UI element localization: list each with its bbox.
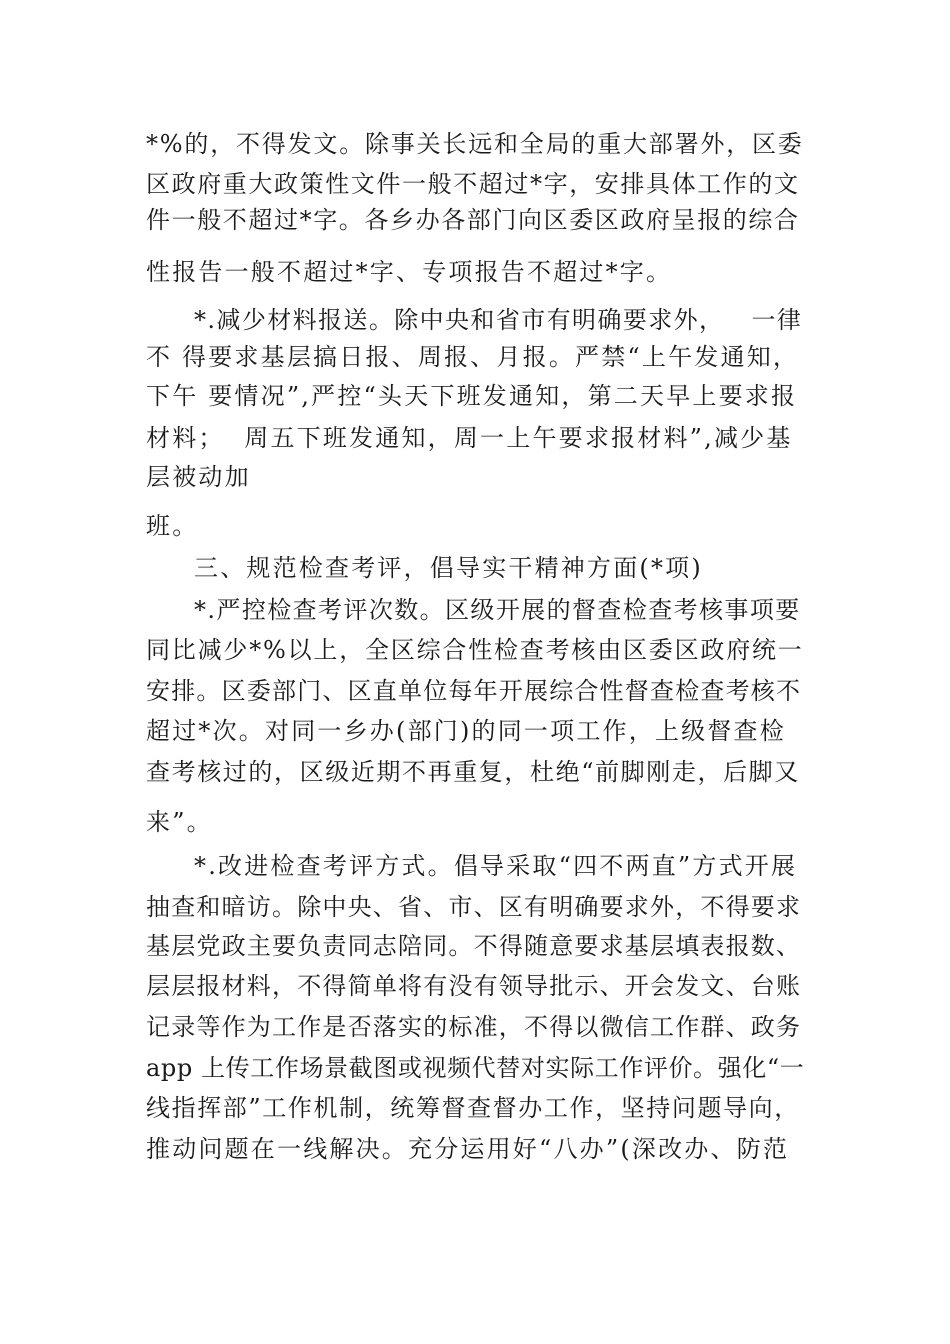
text-line: 层层报材料，不得简单将有没有领导批示、开会发文、台账 (146, 972, 802, 1000)
text-line: 线指挥部”工作机制，统筹督查督办工作，坚持问题导向， (146, 1094, 800, 1122)
text-line: 安排。区委部门、区直单位每年开展综合性督查检查考核不 (146, 677, 802, 705)
text-line: 来”。 (146, 808, 213, 836)
text-line: 查考核过的，区级近期不再重复，杜绝“前脚刚走，后脚又 (146, 758, 800, 786)
text-line: 不 得要求基层搞日报、周报、月报。严禁“上午发通知， (146, 343, 800, 371)
text-line: 班。 (146, 512, 199, 540)
section-heading: 三、规范检查考评，倡导实干精神方面(*项) (194, 554, 703, 582)
text-line: 超过*次。对同一乡办(部门)的同一项工作，上级督查检 (146, 717, 786, 745)
text-line: 同比减少*%以上，全区综合性检查考核由区委区政府统一 (146, 636, 804, 664)
text-line: *%的，不得发文。除事关长远和全局的重大部署外，区委 (146, 130, 804, 158)
text-line: 抽查和暗访。除中央、省、市、区有明确要求外，不得要求 (146, 893, 802, 921)
text-line: 区政府重大政策性文件一般不超过*字，安排具体工作的文 (146, 170, 800, 198)
text-line: 材料； 周五下班发通知，周一上午要求报材料”,减少基 (146, 424, 793, 452)
text-line: *.减少材料报送。除中央和省市有明确要求外， 一律 (194, 306, 803, 334)
text-line: 记录等作为工作是否落实的标准，不得以微信工作群、政务 (146, 1013, 802, 1041)
text-line: 件一般不超过*字。各乡办各部门向区委区政府呈报的综合 (146, 206, 800, 234)
text-line: app 上传工作场景截图或视频代替对实际工作评价。强化“一 (146, 1054, 805, 1082)
text-line: 基层党政主要负责同志陪同。不得随意要求基层填表报数、 (146, 932, 802, 960)
text-line: *.严控检查考评次数。区级开展的督查检查考核事项要 (194, 596, 801, 624)
text-line: 下午 要情况”,严控“头天下班发通知，第二天早上要求报 (146, 382, 798, 410)
text-line: *.改进检查考评方式。倡导采取“四不两直”方式开展 (194, 852, 798, 880)
text-line: 层被动加 (146, 463, 251, 491)
text-line: 性报告一般不超过*字、专项报告不超过*字。 (146, 258, 673, 286)
text-line: 推动问题在一线解决。充分运用好“八办”(深改办、防范 (146, 1135, 790, 1163)
